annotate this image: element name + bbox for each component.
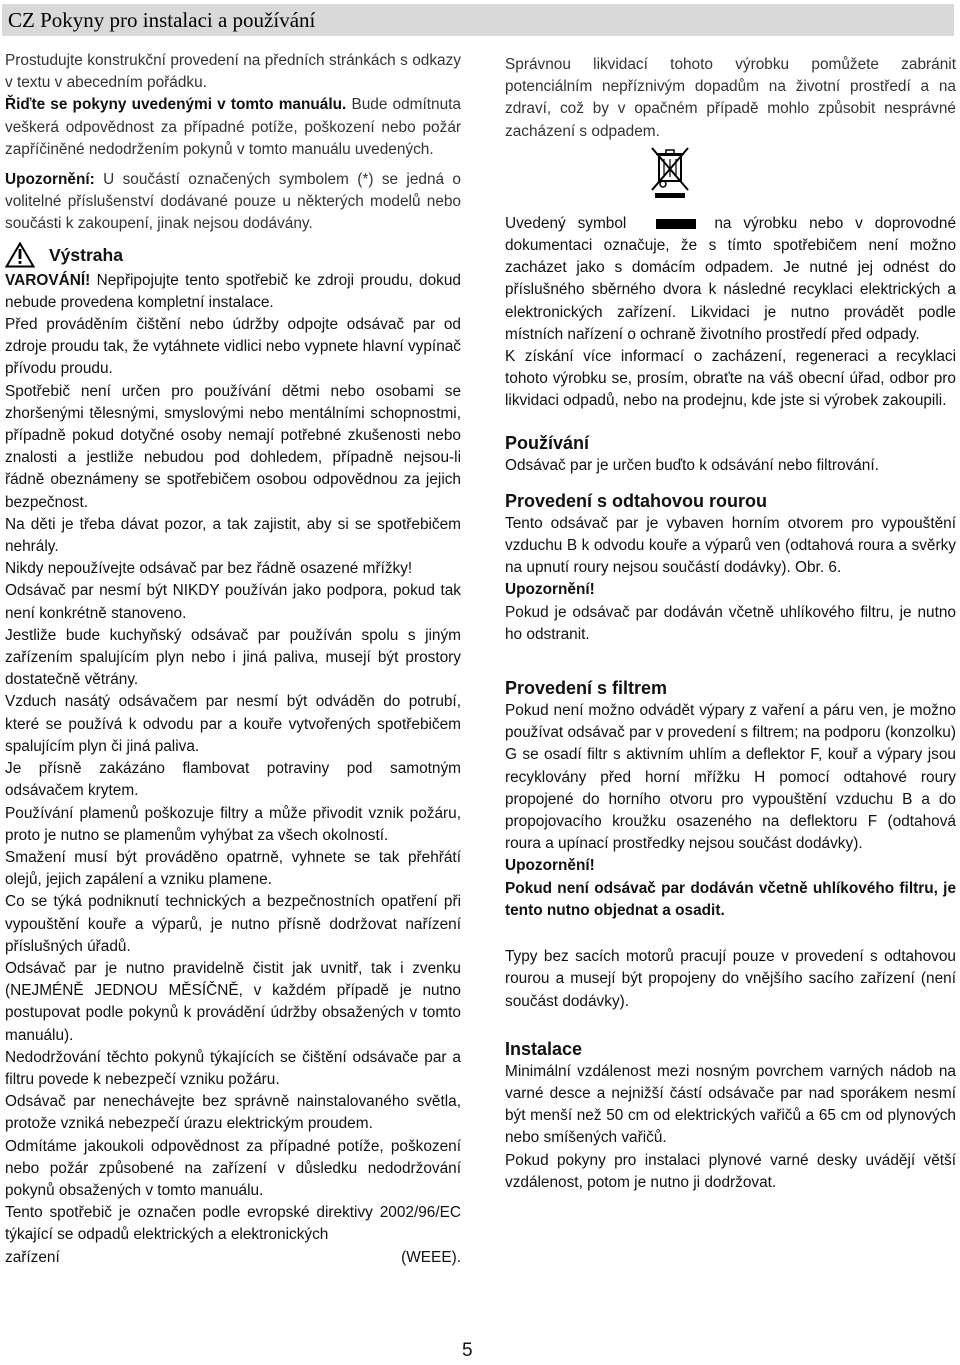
symbol-text-a: Uvedený symbol (505, 214, 627, 232)
heading-pouzivani: Používání (505, 432, 590, 453)
paragraph: Odsávač par nesmí být NIKDY používán jako podpora, pokud tak není konkrétně stanoveno. (5, 582, 461, 622)
paragraph: K získání více informací o zacházení, regeneraci a recyklaci tohoto výrobku se, prosím, obraťte na váš obecní úřad, odbor pro likvidaci odpadů, nebo na prodejnu, kde jste si výrobek zakoupili. (505, 348, 956, 410)
warning-bold: VAROVÁNÍ! (5, 271, 91, 289)
paragraph: Tento odsávač par je vybaven horním otvorem pro vypouštění vzduchu B k odvodu kouře a výparů ven (odtahová roura a svěrky na upnutí roury nejsou součástí dodávky). Obr. 6. (505, 514, 956, 577)
paragraph: Nedodržování těchto pokynů týkajících se čištění odsávače par a filtru povede k nebezpečí vzniku požáru. (5, 1048, 461, 1088)
weee-end-a: zařízení (5, 1248, 60, 1266)
paragraph: Správnou likvidací tohoto výrobku pomůžete zabránit potenciálním nepříznivým dopadům na životní prostředí a na zdraví, což by v opačném případě mohlo způsobit nesprávné zacházení s odpadem. (505, 56, 956, 140)
paragraph: Pokud je odsávač par dodáván včetně uhlíkového filtru, je nutno ho odstranit. (505, 603, 956, 643)
note-paragraph (5, 169, 461, 236)
paragraph: Na děti je třeba dávat pozor, a tak zajistit, aby si se spotřebičem nehrály. (5, 515, 461, 556)
heading-instalace: Instalace (505, 1038, 583, 1059)
note-bold: Upozornění: (5, 171, 95, 189)
paragraph: Typy bez sacích motorů pracují pouze v provedení s odtahovou rourou a musejí být propojeny do vnějšího sacího zařízení (není součást dodávky). (505, 948, 956, 1010)
paragraph: Odsávač par je nutno pravidelně čistit jak uvnitř, tak i zvenku (NEJMÉNĚ JEDNOU MĚSÍČNĚ, v každém případě je nutno postupovat podle pokynů k provádění údržby obsažených v tomto manuálu). (5, 959, 461, 1044)
heading-odtah: Provedení s odtahovou rourou (505, 490, 768, 511)
weee-symbol-paragraph (505, 213, 956, 346)
weee-paragraph: Tento spotřebič je označen podle evropské direktivy 2002/96/EC týkající se odpadů elektrických a elektronických (5, 1204, 461, 1244)
warning-triangle-icon (5, 242, 35, 268)
instructions-bold: Řiďte se pokyny uvedenými v tomto manuálu. (5, 96, 347, 114)
page-header (2, 4, 954, 36)
weee-bar-symbol (656, 219, 696, 229)
weee-paragraph-end (5, 1247, 461, 1269)
right-column (505, 54, 956, 1194)
weee-symbol-area (505, 143, 956, 201)
paragraph: Nikdy nepoužívejte odsávač par bez řádně osazené mřížky! (5, 560, 413, 578)
paragraph: Odsávač par nenechávejte bez správně nainstalovaného světla, protože vzniká nebezpečí úrazu elektrickým proudem. (5, 1093, 461, 1133)
note-text: U součástí označených symbolem (*) se jedná o volitelné příslušenství dodávané pouze u některých modelů nebo součásti k zakoupení, jinak nejsou dodávány. (5, 171, 461, 233)
weee-end-b: (WEEE). (401, 1248, 461, 1266)
paragraph: Jestliže bude kuchyňský odsávač par používán spolu s jiným zařízením spalujícím plyn nebo i jiná paliva, musejí být prostory dostatečně větrány. (5, 626, 461, 689)
paragraph: Pokud není možno odvádět výpary z vaření a páru ven, je možno používat odsávač par v provedení s filtrem; na podporu (konzolku) G se osadí filtr s aktivním uhlím a deflektor F, kouř a výpary jsou recyklovány před horní mřížku H pomocí odtahové roury propojené do horního otvoru pro vypouštění vzduchu B a do propojovacího kroužku osazeného na deflektoru F (odtahová roura a upínací prostředky nejsou součást dodávky). (505, 702, 956, 853)
paragraph: Spotřebič není určen pro používání dětmi nebo osobami se zhoršenými tělesnými, smyslovými nebo mentálními schopnostmi, případně pokud dotyčné osoby nemají potřebné zkušenosti nebo znalosti a jestliže nebudou pod dohledem, případně nejsou-li řádně obeznámeny se spotřebičem osobou odpovědnou za jejich bezpečnost. (5, 382, 461, 511)
paragraph: Pokud pokyny pro instalaci plynové varné desky uvádějí větší vzdálenost, potom je nutno ji dodržovat. (505, 1151, 956, 1191)
paragraph: Vzduch nasátý odsávačem par nesmí být odváděn do potrubí, které se používá k odvodu par a kouře vytvořených spotřebičem spalujícím plyn či jiná paliva. (5, 693, 461, 755)
left-column (5, 50, 461, 1269)
paragraph: Je přísně zakázáno flambovat potraviny pod samotným odsávačem krytem. (5, 760, 461, 800)
intro-paragraph: Prostudujte konstrukční provedení na předních stránkách s odkazy v textu v abecedním pořádku. (5, 52, 461, 92)
note-bold-paragraph: Pokud není odsávač par dodáván včetně uhlíkového filtru, je tento nutno objednat a osadit. (505, 879, 956, 919)
instructions-paragraph (5, 94, 461, 161)
warning-paragraph (5, 270, 461, 314)
paragraph: Odsávač par je určen buďto k odsávání nebo filtrování. (505, 456, 879, 474)
symbol-text-b: na výrobku nebo v doprovodné dokumentaci označuje, že s tímto spotřebičem není možno zacházet jako s domácím odpadem. Je nutné jej odnést do příslušného sběrného dvora k následné recyklaci elektrických a elektronických zařízení. Likvidaci je nutno provádět podle místních nařízení o ochraně životního prostředí před odpady. (505, 214, 957, 343)
paragraph: Před prováděním čištění nebo údržby odpojte odsávač par od zdroje proudu tak, že vytáhnete vidlici nebo vypnete hlavní vypínač přívodu proudu. (5, 316, 462, 378)
instructions-text: Bude odmítnuta veškerá odpovědnost za případné potíže, poškození nebo požár zapříčiněné nedodržením pokynů v tomto manuálu uvedených. (5, 96, 461, 158)
crossed-out-bin-icon (647, 145, 693, 199)
page-title: CZ Pokyny pro instalaci a používání (8, 8, 316, 32)
paragraph: Co se týká podniknutí technických a bezpečnostních opatření při vypouštění kouře a výparů, je nutno přísně dodržovat nařízení příslušných úřadů. (5, 893, 461, 955)
page-number: 5 (462, 1340, 473, 1361)
warning-text: Nepřipojujte tento spotřebič ke zdroji proudu, dokud nebude provedena kompletní instalace. (5, 271, 461, 311)
paragraph: Používání plamenů poškozuje filtry a může přivodit vznik požáru, proto je nutno se plamenům vyhýbat za všech okolností. (5, 804, 461, 844)
heading-filtr: Provedení s filtrem (505, 678, 668, 699)
warning-heading (5, 240, 461, 270)
warning-title: Výstraha (49, 244, 123, 265)
paragraph: Odmítáme jakoukoli odpovědnost za případné potíže, poškození nebo požár způsobené na zařízení v důsledku nedodržování pokynů obsažených v tomto manuálu. (5, 1137, 461, 1199)
paragraph: Minimální vzdálenost mezi nosným povrchem varných nádob na varné desce a nejnižší částí odsávače par nad sporákem nesmí být menší než 50 cm od elektrických vařičů a 65 cm od plynových nebo smíšených vařičů. (505, 1062, 956, 1147)
note-heading: Upozornění! (505, 581, 595, 599)
paragraph: Smažení musí být prováděno opatrně, vyhnete se tak přehřátí olejů, jejich zapálení a vzniku plamene. (5, 848, 461, 889)
note-heading: Upozornění! (505, 857, 595, 875)
